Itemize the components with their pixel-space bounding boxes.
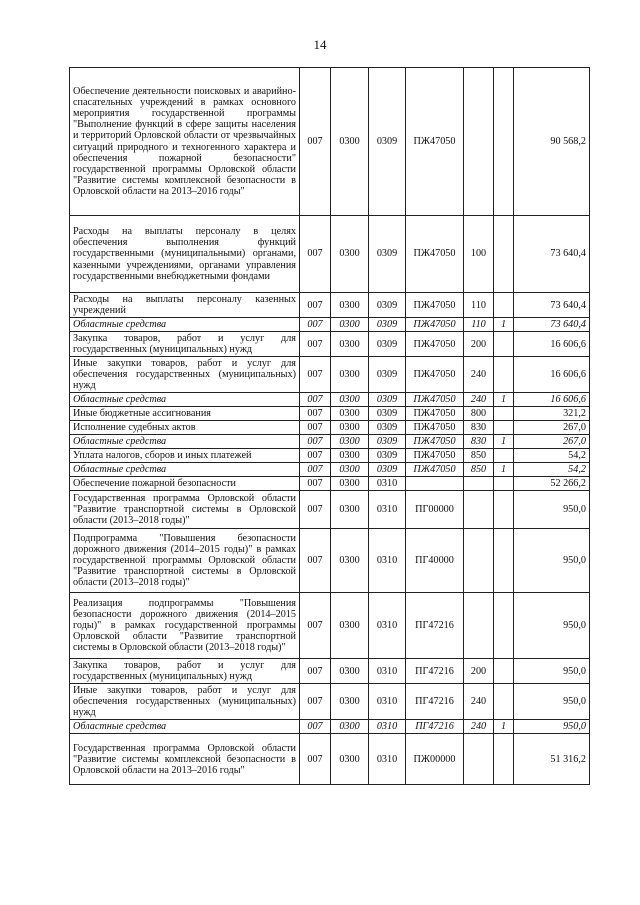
funding-source [494,659,514,684]
table-row [70,593,590,659]
funding-source [494,293,514,318]
table-row [70,435,590,449]
table-row [70,491,590,529]
amount: 16 606,6 [514,357,590,393]
table-row [70,293,590,318]
subsection-code: 0309 [369,421,406,435]
table-row [70,477,590,491]
ministry-code: 007 [300,593,331,659]
ministry-code: 007 [300,463,331,477]
amount: 52 266,2 [514,477,590,491]
target-article: ПГ00000 [406,491,464,529]
amount: 54,2 [514,463,590,477]
table-row [70,332,590,357]
section-code: 0300 [331,393,369,407]
section-code: 0300 [331,720,369,734]
expense-type [464,68,494,216]
section-code: 0300 [331,684,369,720]
budget-table-body [70,68,590,785]
subsection-code: 0309 [369,449,406,463]
amount: 950,0 [514,529,590,593]
table-row [70,529,590,593]
row-name: Иные закупки товаров, работ и услуг для обеспечения государственных (муниципальных) нужд [70,684,300,720]
funding-source: 1 [494,435,514,449]
section-code: 0300 [331,491,369,529]
row-name: Областные средства [70,318,300,332]
target-article: ПЖ00000 [406,734,464,785]
page-number: 14 [313,37,327,52]
amount: 267,0 [514,435,590,449]
table-row [70,216,590,293]
row-name: Государственная программа Орловской области "Развитие системы комплексной безопасности в Орловской области на 2013–2016 годы" [70,734,300,785]
expense-type: 240 [464,720,494,734]
table-row [70,421,590,435]
section-code: 0300 [331,463,369,477]
row-name: Закупка товаров, работ и услуг для государственных (муниципальных) нужд [70,659,300,684]
amount: 73 640,4 [514,293,590,318]
funding-source [494,216,514,293]
funding-source [494,407,514,421]
amount: 90 568,2 [514,68,590,216]
subsection-code: 0309 [369,318,406,332]
funding-source: 1 [494,393,514,407]
amount: 54,2 [514,449,590,463]
table-row [70,357,590,393]
table-row [70,318,590,332]
amount: 950,0 [514,491,590,529]
section-code: 0300 [331,529,369,593]
expense-type: 110 [464,318,494,332]
target-article: ПГ47216 [406,720,464,734]
table-row [70,720,590,734]
section-code: 0300 [331,332,369,357]
expense-type: 200 [464,659,494,684]
row-name: Расходы на выплаты персоналу в целях обеспечения выполнения функций государственными (муниципальными) органами, казенными учреждениями, органами управления государственными внебюджетными фондами [70,216,300,293]
subsection-code: 0310 [369,684,406,720]
subsection-code: 0309 [369,357,406,393]
row-name: Закупка товаров, работ и услуг для государственных (муниципальных) нужд [70,332,300,357]
section-code: 0300 [331,293,369,318]
funding-source [494,734,514,785]
amount: 950,0 [514,684,590,720]
expense-type [464,593,494,659]
expense-type: 240 [464,393,494,407]
subsection-code: 0309 [369,407,406,421]
target-article: ПЖ47050 [406,421,464,435]
amount: 950,0 [514,593,590,659]
subsection-code: 0309 [369,216,406,293]
amount: 51 316,2 [514,734,590,785]
row-name: Государственная программа Орловской области "Развитие транспортной системы в Орловской области (2013–2018 годы)" [70,491,300,529]
row-name: Расходы на выплаты персоналу казенных учреждений [70,293,300,318]
amount: 16 606,6 [514,393,590,407]
target-article: ПГ47216 [406,659,464,684]
table-row [70,463,590,477]
amount: 73 640,4 [514,216,590,293]
target-article: ПЖ47050 [406,407,464,421]
budget-table [69,67,590,785]
expense-type: 240 [464,684,494,720]
table-row [70,659,590,684]
subsection-code: 0310 [369,720,406,734]
target-article: ПЖ47050 [406,449,464,463]
expense-type [464,491,494,529]
section-code: 0300 [331,449,369,463]
ministry-code: 007 [300,491,331,529]
funding-source [494,593,514,659]
row-name: Областные средства [70,463,300,477]
amount: 267,0 [514,421,590,435]
row-name: Исполнение судебных актов [70,421,300,435]
subsection-code: 0309 [369,463,406,477]
ministry-code: 007 [300,407,331,421]
target-article: ПЖ47050 [406,393,464,407]
table-row [70,393,590,407]
ministry-code: 007 [300,435,331,449]
amount: 950,0 [514,659,590,684]
target-article: ПГ47216 [406,684,464,720]
row-name: Областные средства [70,720,300,734]
section-code: 0300 [331,659,369,684]
expense-type [464,529,494,593]
funding-source [494,68,514,216]
subsection-code: 0310 [369,529,406,593]
target-article: ПГ40000 [406,529,464,593]
section-code: 0300 [331,435,369,449]
ministry-code: 007 [300,720,331,734]
ministry-code: 007 [300,393,331,407]
funding-source [494,449,514,463]
expense-type: 800 [464,407,494,421]
ministry-code: 007 [300,529,331,593]
ministry-code: 007 [300,659,331,684]
subsection-code: 0309 [369,435,406,449]
subsection-code: 0310 [369,659,406,684]
target-article [406,477,464,491]
ministry-code: 007 [300,449,331,463]
expense-type: 100 [464,216,494,293]
ministry-code: 007 [300,477,331,491]
section-code: 0300 [331,318,369,332]
ministry-code: 007 [300,684,331,720]
section-code: 0300 [331,477,369,491]
section-code: 0300 [331,68,369,216]
target-article: ПЖ47050 [406,216,464,293]
section-code: 0300 [331,593,369,659]
expense-type: 110 [464,293,494,318]
section-code: 0300 [331,421,369,435]
expense-type: 830 [464,435,494,449]
amount: 73 640,4 [514,318,590,332]
funding-source [494,357,514,393]
row-name: Областные средства [70,393,300,407]
subsection-code: 0309 [369,332,406,357]
target-article: ПГ47216 [406,593,464,659]
table-row [70,449,590,463]
subsection-code: 0310 [369,593,406,659]
row-name: Иные закупки товаров, работ и услуг для обеспечения государственных (муниципальных) нужд [70,357,300,393]
target-article: ПЖ47050 [406,435,464,449]
table-row [70,734,590,785]
ministry-code: 007 [300,318,331,332]
subsection-code: 0309 [369,393,406,407]
row-name: Областные средства [70,435,300,449]
expense-type: 240 [464,357,494,393]
target-article: ПЖ47050 [406,463,464,477]
expense-type [464,734,494,785]
amount: 950,0 [514,720,590,734]
funding-source: 1 [494,720,514,734]
funding-source: 1 [494,463,514,477]
subsection-code: 0310 [369,477,406,491]
section-code: 0300 [331,216,369,293]
expense-type: 850 [464,449,494,463]
expense-type: 830 [464,421,494,435]
table-row [70,407,590,421]
row-name: Уплата налогов, сборов и иных платежей [70,449,300,463]
ministry-code: 007 [300,734,331,785]
section-code: 0300 [331,734,369,785]
funding-source: 1 [494,318,514,332]
amount: 16 606,6 [514,332,590,357]
subsection-code: 0309 [369,68,406,216]
row-name: Обеспечение пожарной безопасности [70,477,300,491]
funding-source [494,684,514,720]
target-article: ПЖ47050 [406,68,464,216]
subsection-code: 0309 [369,293,406,318]
section-code: 0300 [331,407,369,421]
row-name: Обеспечение деятельности поисковых и аварийно-спасательных учреждений в рамках основного мероприятия государственной программы "Выполнение функций в сфере защиты населения и территорий Орловской области от чрезвычайных ситуаций природного и техногенного характера и обеспечения пожарной безопасности" государственной программы Орловской области "Развитие системы комплексной безопасности в Орловской области на 2013–2016 годы" [70,68,300,216]
ministry-code: 007 [300,68,331,216]
funding-source [494,477,514,491]
section-code: 0300 [331,357,369,393]
table-row [70,68,590,216]
target-article: ПЖ47050 [406,357,464,393]
ministry-code: 007 [300,293,331,318]
target-article: ПЖ47050 [406,293,464,318]
funding-source [494,332,514,357]
expense-type: 850 [464,463,494,477]
row-name: Реализация подпрограммы "Повышения безопасности дорожного движения (2014–2015 годы)" в рамках государственной программы Орловской области "Развитие транспортной системы в Орловской области (2013–2018 годы)" [70,593,300,659]
expense-type [464,477,494,491]
ministry-code: 007 [300,421,331,435]
table-row [70,684,590,720]
ministry-code: 007 [300,216,331,293]
expense-type: 200 [464,332,494,357]
subsection-code: 0310 [369,491,406,529]
target-article: ПЖ47050 [406,318,464,332]
funding-source [494,529,514,593]
amount: 321,2 [514,407,590,421]
funding-source [494,491,514,529]
row-name: Иные бюджетные ассигнования [70,407,300,421]
row-name: Подпрограмма "Повышения безопасности дорожного движения (2014–2015 годы)" в рамках государственной программы Орловской области "Развитие транспортной системы в Орловской области (2013–2018 годы)" [70,529,300,593]
subsection-code: 0310 [369,734,406,785]
ministry-code: 007 [300,357,331,393]
ministry-code: 007 [300,332,331,357]
target-article: ПЖ47050 [406,332,464,357]
funding-source [494,421,514,435]
